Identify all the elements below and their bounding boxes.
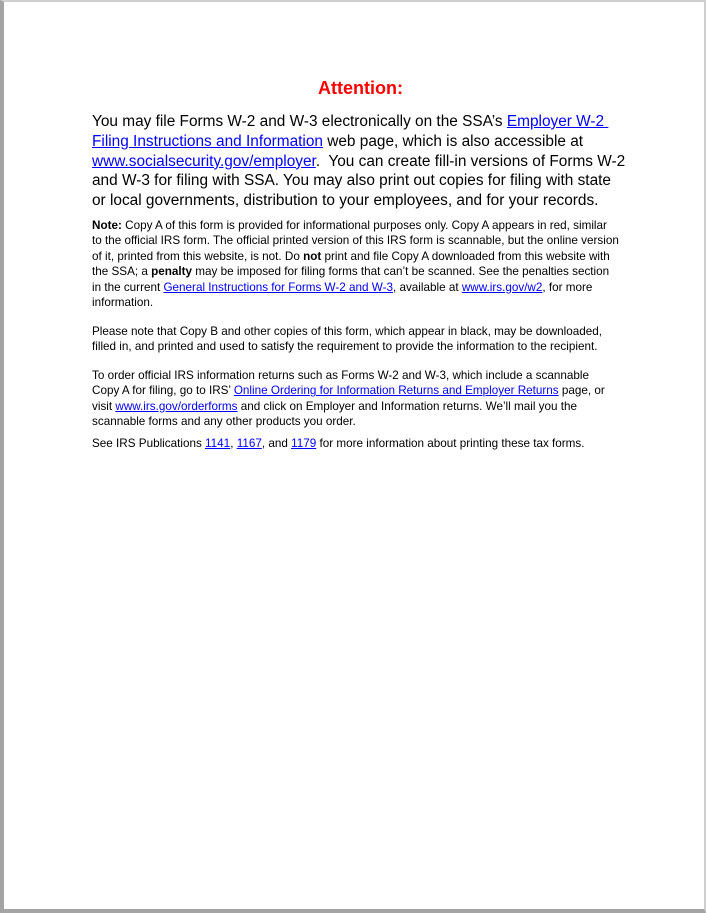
paragraph-4 <box>92 368 619 430</box>
text-segment: and click on Employer and Information returns. We’ll mail you the scannable forms and any other products you order. <box>92 399 581 429</box>
text-segment: Please note that Copy B and other copies of this form, which appear in black, may be downloaded, filled in, and printed and used to satisfy the requirement to provide the information to the recipient. <box>92 324 606 354</box>
text-segment: may be imposed for filing forms that can’t be scanned. See the penalties section in the current <box>92 265 613 294</box>
text-segment: for more information about printing these tax forms. <box>316 436 585 450</box>
text-segment: print and file Copy A downloaded from this website with the SSA; a <box>92 249 613 279</box>
text-segment: , available at <box>392 280 462 294</box>
text-segment: See IRS Publications <box>92 436 206 450</box>
1141-link[interactable]: 1141 <box>205 436 231 450</box>
paragraphs-container <box>92 112 629 451</box>
1167-link[interactable]: 1167 <box>236 436 262 450</box>
text-segment: You may file Forms W-2 and W-3 electronically on the SSA’s <box>92 113 507 130</box>
text-segment: , <box>230 436 237 450</box>
bold-text: penalty <box>151 265 193 279</box>
bold-text: Note: <box>92 218 122 232</box>
text-segment: , for more information. <box>92 280 596 310</box>
www-irs-gov-w2-link[interactable]: www.irs.gov/w2 <box>461 280 543 294</box>
general-instructions-for-forms-w-2-and-w-link[interactable]: General Instructions for Forms W-2 and W-3 <box>163 280 393 294</box>
employer-w-2-filing-instructions-and-inf-link[interactable]: Employer W-2 Filing Instructions and Information <box>92 113 609 150</box>
paragraph-2 <box>92 218 623 311</box>
www-irs-gov-orderforms-link[interactable]: www.irs.gov/orderforms <box>115 399 238 413</box>
www-socialsecurity-gov-employer-link[interactable]: www.socialsecurity.gov/employer <box>92 152 316 170</box>
paragraph-5 <box>92 436 619 452</box>
text-segment: web page, which is also accessible at <box>322 132 588 150</box>
paragraph-1 <box>92 112 630 211</box>
text-segment: Copy A of this form is provided for informational purposes only. Copy A appears in red, similar to the official IRS form. The official printed version of this IRS form is scannable, but the online version of it, printed from this website, is not. Do <box>92 218 623 263</box>
paragraph-3 <box>92 324 619 355</box>
page-content <box>92 78 629 451</box>
text-segment: To order official IRS information returns such as Forms W-2 and W-3, which include a scannable Copy A for filing, go to IRS’ <box>92 368 593 398</box>
1179-link[interactable]: 1179 <box>291 436 317 450</box>
text-segment: page, or visit <box>92 384 609 413</box>
text-segment: . You can create fill-in versions of Forms W-2 and W-3 for filing with SSA. You may also print out copies for filing with state or local governments, distribution to your employees, and for your records. <box>92 152 630 210</box>
text-segment: , and <box>261 436 292 450</box>
online-ordering-for-information-returns--link[interactable]: Online Ordering for Information Returns and Employer Returns <box>233 384 559 398</box>
attention-heading: Attention: <box>318 78 403 98</box>
bold-text: not <box>303 249 322 263</box>
